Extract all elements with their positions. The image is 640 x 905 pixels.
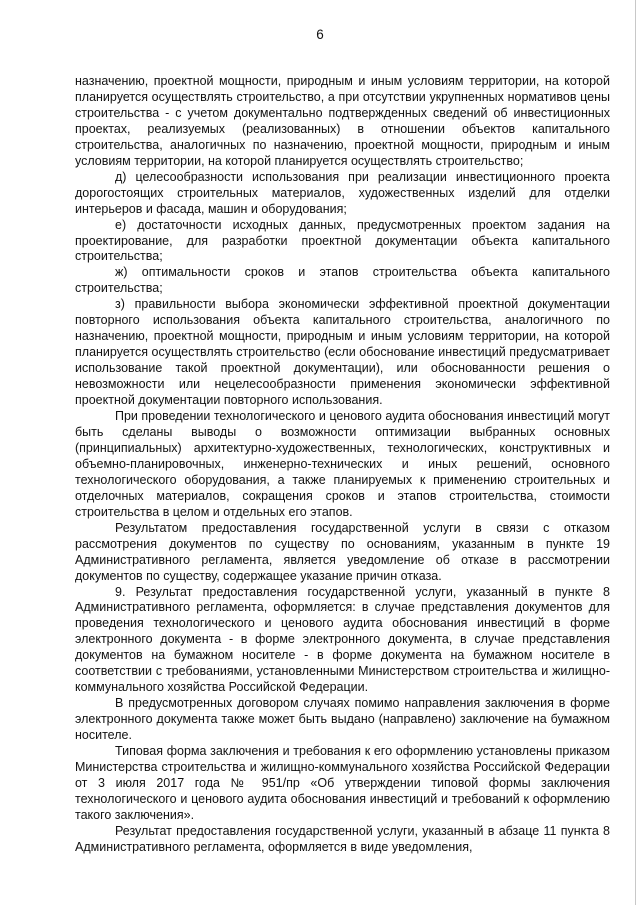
- paragraph-item-d: д) целесообразности использования при реализации инвестиционного проекта дорогостоящих строительных материалов, художественных изделий для отделки интерьеров и фасада, машин и оборудования;: [75, 169, 610, 216]
- paragraph-audit-conclusions: При проведении технологического и ценового аудита обоснования инвестиций могут быть сделаны выводы о возможности оптимизации выбранных основных (принципиальных) архитектурно-художественных, технологических, конструктивных и объемно-планировочных, инженерно-технических и иных решений, основного технологического оборудования, а также планируемых к применению строительных и отделочных материалов, сокращения сроков и этапов строительства, стоимости строительства в целом и отдельных его этапов.: [75, 409, 610, 519]
- paragraph-item-zh: ж) оптимальности сроков и этапов строительства объекта капитального строительства;: [75, 265, 610, 296]
- paragraph-continuation: назначению, проектной мощности, природным и иным условиям территории, на которой планируется осуществлять строительство, а при отсутствии укрупненных нормативов цены строительства - с учетом документально подтвержденных сведений об инвестиционных проектах, реализуемых (реализованных) в отношении объектов капитального строительства, аналогичных по назначению, проектной мощности, природным и иным условиям территории, на которой планируется осуществлять строительство;: [75, 74, 610, 168]
- page-edge-line: [635, 0, 636, 905]
- paragraph-standard-form: Типовая форма заключения и требования к его оформлению установлены приказом Министерства строительства и жилищно-коммунального хозяйства Российской Федерации от 3 июля 2017 года № 951/пр «Об утверждении типовой формы заключения технологического и ценового аудита обоснования инвестиций и требований к оформлению такого заключения».: [75, 744, 610, 822]
- paragraph-refusal-result: Результатом предоставления государственной услуги в связи с отказом рассмотрения документов по существу по основаниям, указанным в пункте 19 Административного регламента, является уведомление об отказе в рассмотрении документов по существу, содержащее указание причин отказа.: [75, 520, 610, 583]
- page-number: 6: [316, 27, 324, 42]
- document-body: [75, 74, 610, 856]
- paragraph-paper-copy: В предусмотренных договором случаях помимо направления заключения в форме электронного документа также может быть выдано (направлено) заключение на бумажном носителе.: [75, 696, 610, 743]
- paragraph-item-e: е) достаточности исходных данных, предусмотренных проектом задания на проектирование, для разработки проектной документации объекта капитального строительства;: [75, 217, 610, 264]
- paragraph-notification-result: Результат предоставления государственной услуги, указанный в абзаце 11 пункта 8 Административного регламента, оформляется в виде уведомления,: [75, 823, 610, 854]
- paragraph-item-z: з) правильности выбора экономически эффективной проектной документации повторного использования объекта капитального строительства, аналогичного по назначению, проектной мощности, природным и иным условиям территории, на которой планируется осуществлять строительство (если обоснование инвестиций предусматривает использование такой проектной документации), или обоснованности решения о невозможности или нецелесообразности применения экономически эффективной проектной документации повторного использования.: [75, 297, 610, 408]
- paragraph-section-9: 9. Результат предоставления государственной услуги, указанный в пункте 8 Административного регламента, оформляется: в случае представления документов для проведения технологического и ценового аудита обоснования инвестиций в форме электронного документа - в форме электронного документа, в случае представления документов на бумажном носителе - в форме документа на бумажном носителе в соответствии с требованиями, установленными Министерством строительства и жилищно-коммунального хозяйства Российской Федерации.: [75, 584, 610, 695]
